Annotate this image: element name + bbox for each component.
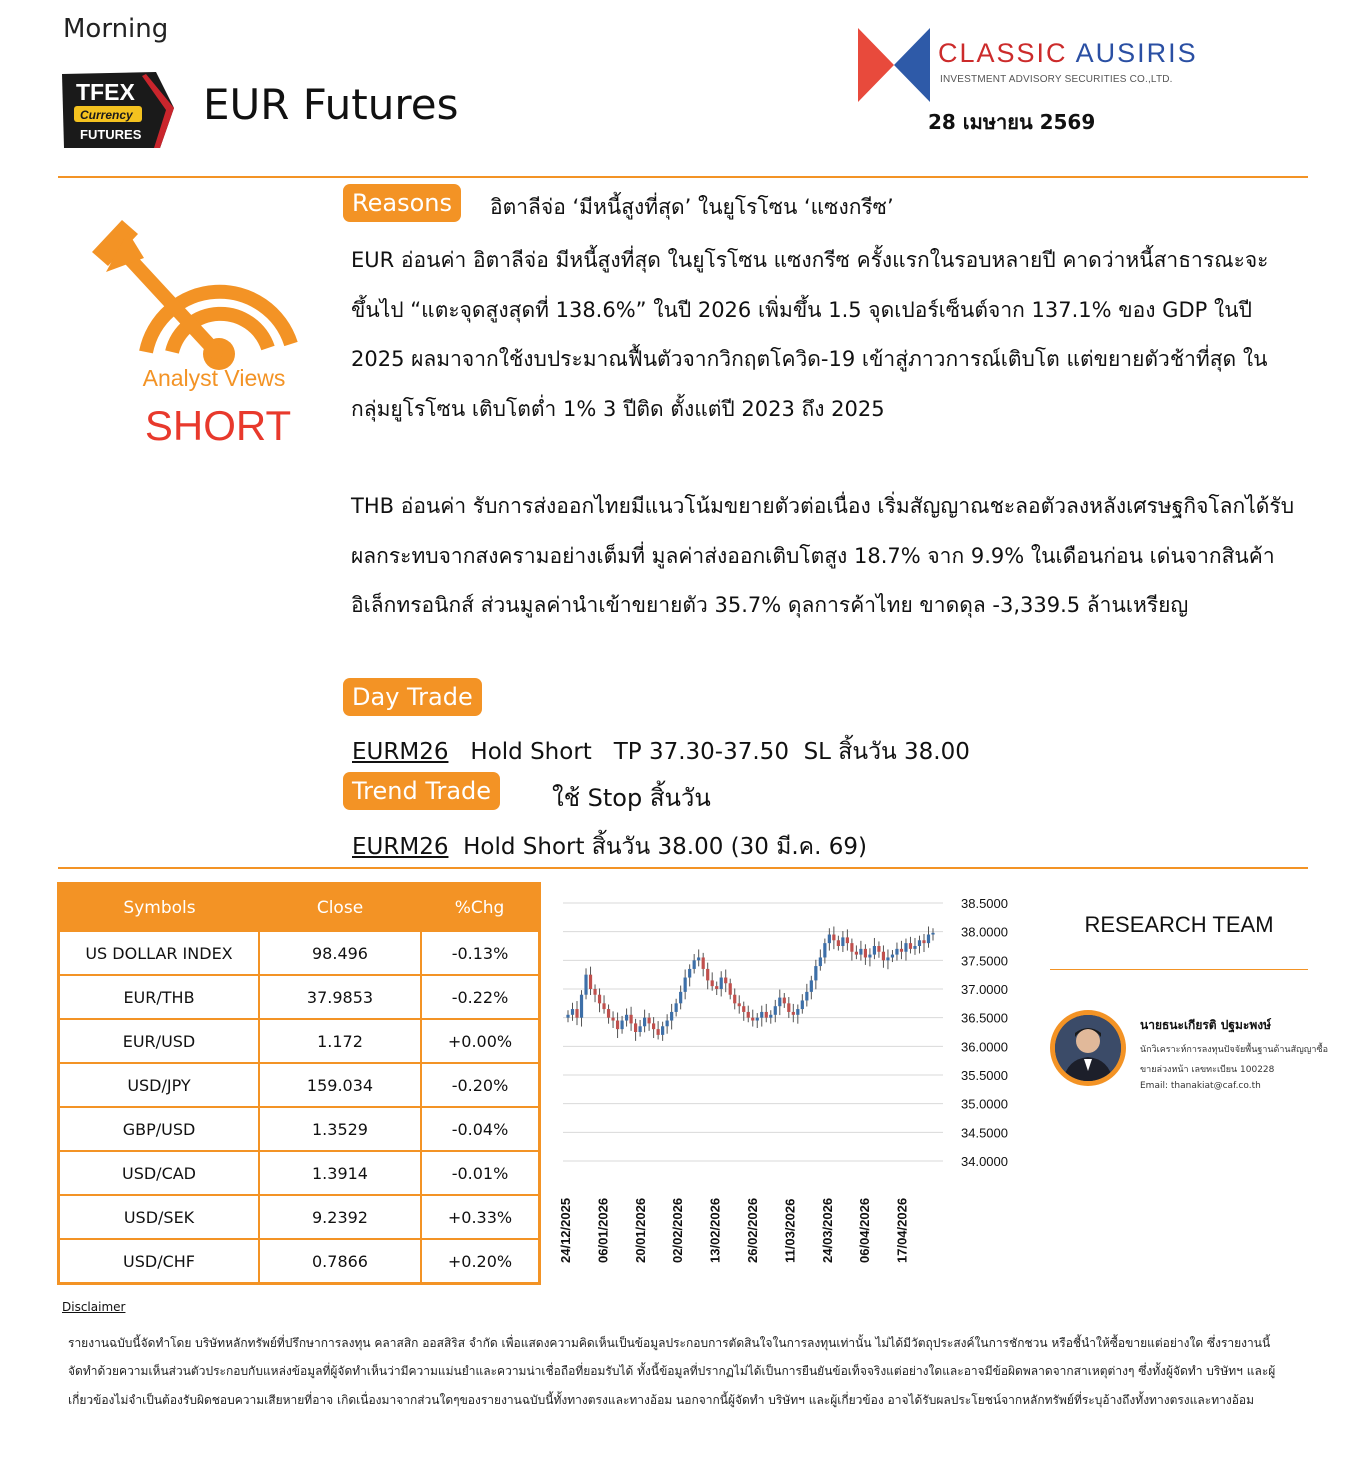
candle-body (859, 949, 862, 955)
day-trade-sl: SL สิ้นวัน 38.00 (803, 739, 970, 765)
day-trade-symbol: EURM26 (352, 739, 449, 765)
candle-body (566, 1015, 569, 1018)
reasons-badge: Reasons (343, 184, 461, 222)
tfex-currency-text: Currency (80, 108, 133, 122)
candle-body (891, 955, 894, 958)
candle-body (855, 952, 858, 955)
candle-body (711, 980, 714, 986)
chg-cell: -0.22% (421, 975, 540, 1019)
analyst-view-short: SHORT (144, 402, 292, 449)
header-close: Close (259, 884, 421, 932)
chg-cell: -0.01% (421, 1151, 540, 1195)
candle-body (652, 1023, 655, 1029)
candle-body (607, 1009, 610, 1018)
candle-body (756, 1018, 759, 1021)
candle-body (679, 992, 682, 1003)
table-header-row (59, 884, 540, 932)
market-table (57, 882, 541, 1285)
candle-body (801, 1000, 804, 1009)
candle-body (778, 998, 781, 1007)
candle-body (832, 935, 835, 941)
eurthb-candlestick-chart (553, 888, 1031, 1280)
candle-body (584, 975, 587, 995)
research-team-title: RESEARCH TEAM (1084, 912, 1274, 937)
candle-body (580, 995, 583, 1018)
candle-body (810, 980, 813, 991)
candle-body (765, 1012, 768, 1018)
candle-body (922, 940, 925, 943)
candle-body (684, 978, 687, 992)
analyst-title: นักวิเคราะห์การลงทุนปัจจัยพื้นฐานด้านสัญญาซื้อ (1140, 1045, 1328, 1055)
candle-body (742, 1006, 745, 1012)
y-tick-label: 34.0000 (961, 1154, 1008, 1169)
y-tick-label: 34.5000 (961, 1125, 1008, 1141)
x-tick-label: 06/01/2026 (595, 1197, 611, 1263)
table-row (59, 1019, 540, 1063)
table-row (59, 975, 540, 1019)
candle-body (900, 949, 903, 952)
candle-body (620, 1021, 623, 1030)
candle-body (931, 933, 934, 935)
candle-body (593, 989, 596, 995)
x-tick-label: 26/02/2026 (745, 1197, 760, 1263)
candle-body (886, 957, 889, 960)
symbol-cell: EUR/THB (59, 975, 260, 1019)
candle-body (927, 935, 930, 944)
chg-cell: +0.33% (421, 1195, 540, 1239)
close-cell: 98.496 (259, 931, 421, 975)
candle-body (611, 1018, 614, 1021)
candle-body (629, 1015, 632, 1024)
candle-body (864, 949, 867, 958)
close-cell: 159.034 (259, 1063, 421, 1107)
x-tick-label: 13/02/2026 (707, 1197, 723, 1263)
symbol-cell: EUR/USD (59, 1019, 260, 1063)
candle-body (616, 1021, 619, 1030)
candle-body (868, 955, 871, 958)
edition-label: Morning (63, 14, 169, 44)
symbol-cell: USD/CHF (59, 1239, 260, 1284)
analyst-views-label: Analyst Views (142, 365, 286, 391)
y-tick-label: 37.0000 (961, 982, 1008, 997)
symbol-cell: USD/CAD (59, 1151, 260, 1195)
chg-cell: -0.20% (421, 1063, 540, 1107)
candle-body (774, 1006, 777, 1015)
candle-body (738, 1003, 741, 1006)
x-tick-label: 24/12/2025 (558, 1197, 573, 1263)
trend-trade-badge: Trend Trade (343, 772, 500, 810)
brand-subtitle: INVESTMENT ADVISORY SECURITIES CO.,LTD. (940, 74, 1173, 85)
candle-body (602, 1003, 605, 1009)
candle-body (760, 1012, 763, 1018)
target-arrow-icon (86, 212, 302, 372)
candle-body (850, 943, 853, 952)
symbol-cell: USD/JPY (59, 1063, 260, 1107)
y-tick-label: 37.5000 (961, 953, 1008, 969)
report-date: 28 เมษายน 2569 (928, 110, 1096, 134)
close-cell: 1.172 (259, 1019, 421, 1063)
table-row (59, 931, 540, 975)
candle-body (634, 1023, 637, 1032)
table-row (59, 1063, 540, 1107)
symbol-cell: GBP/USD (59, 1107, 260, 1151)
candle-body (814, 966, 817, 980)
table-row (59, 1195, 540, 1239)
tfex-futures-text: FUTURES (80, 127, 142, 142)
candle-body (747, 1012, 750, 1018)
research-team-divider (1050, 969, 1308, 970)
candle-body (598, 995, 601, 1004)
header-divider (58, 176, 1308, 178)
candle-body (575, 1009, 578, 1018)
candle-body (693, 960, 696, 969)
candle-body (666, 1021, 669, 1027)
candle-body (796, 1009, 799, 1015)
close-cell: 1.3914 (259, 1151, 421, 1195)
candle-body (697, 957, 700, 960)
symbol-cell: US DOLLAR INDEX (59, 931, 260, 975)
candle-body (783, 998, 786, 1004)
candle-body (751, 1018, 754, 1021)
day-trade-tp: TP 37.30-37.50 (613, 739, 789, 765)
candle-body (724, 978, 727, 984)
disclaimer-title: Disclaimer (62, 1300, 126, 1314)
chg-cell: -0.04% (421, 1107, 540, 1151)
close-cell: 9.2392 (259, 1195, 421, 1239)
reasons-headline: อิตาลีจ่อ ‘มีหนี้สูงที่สุด’ ในยูโรโซน ‘แซงกรีซ’ (490, 195, 894, 219)
candle-body (819, 957, 822, 966)
candle-body (846, 937, 849, 943)
x-tick-label: 11/03/2026 (782, 1198, 798, 1263)
candle-body (841, 937, 844, 946)
section-divider (58, 867, 1308, 869)
candle-body (918, 940, 921, 946)
candle-body (877, 946, 880, 952)
chg-cell: -0.13% (421, 931, 540, 975)
trend-trade-line (352, 829, 867, 865)
x-tick-label: 24/03/2026 (819, 1197, 835, 1263)
analyst-avatar (1055, 1015, 1121, 1081)
day-trade-badge: Day Trade (343, 678, 482, 716)
candle-body (702, 957, 705, 968)
candle-body (657, 1029, 660, 1035)
candle-body (715, 986, 718, 989)
candle-body (828, 935, 831, 944)
candle-body (625, 1015, 628, 1021)
classic-ausiris-logo-icon (858, 28, 930, 102)
candle-body (895, 949, 898, 955)
candle-body (729, 983, 732, 994)
y-tick-label: 36.0000 (961, 1039, 1008, 1055)
candle-body (571, 1009, 574, 1015)
candle-body (706, 969, 709, 980)
candle-body (638, 1026, 641, 1032)
table-row (59, 1239, 540, 1284)
candle-body (787, 1003, 790, 1012)
candle-body (837, 940, 840, 946)
tfex-currency-futures-logo (56, 68, 178, 152)
candle-body (805, 992, 808, 1001)
trend-trade-note: ใช้ Stop สิ้นวัน (552, 784, 711, 812)
candle-body (823, 943, 826, 957)
close-cell: 1.3529 (259, 1107, 421, 1151)
disclaimer-text: รายงานฉบับนี้จัดทำโดย บริษัทหลักทรัพย์ที่ปรึกษาการลงทุน คลาสสิก ออสสิริส จำกัด เพื่อแสดงความคิดเห็นเป็นข้อมูลประกอบการตัดสินใจในการลงทุนเท่านั้น ไม่ได้มีวัตถุประสงค์ในการชักชวน หรือชี้นำให้ซื้อขายแต่อย่างใด ซึ่งรายงานนี้ จัดทำด้วยความเห็นส่วนตัวประกอบกับแหล่งข้อมูลที่ผู้จัดทำเห็นว่ามีความแม่นยำและความน่าเชื่อถือที่ยอมรับได้ ทั้งนี้ข้อมูลที่ปรากฏไม่ได้เป็นการยืนยันข้อเท็จจริงแต่อย่างใดและอาจมีข้อผิดพลาดจากสาเหตุต่างๆ ซึ่งทั้งผู้จัดทำ บริษัทฯ และผู้เกี่ยวข้องไม่จำเป็นต้องรับผิดชอบความเสียหายที่อาจ เกิดเนื่องมาจากส่วนใดๆของรายงานฉบับนี้ทั้งทางตรงและทางอ้อม นอกจากนี้ผู้จัดทำ บริษัทฯ และผู้เกี่ยวข้อง อาจได้รับผลประโยชน์จากหลักทรัพย์ที่ระบุอ้างถึงทั้งทางตรงและทางอ้อม (68, 1336, 1276, 1407)
candle-body (873, 946, 876, 955)
chg-cell: +0.00% (421, 1019, 540, 1063)
candle-body (720, 978, 723, 989)
candle-body (909, 943, 912, 949)
x-tick-label: 06/04/2026 (857, 1197, 873, 1263)
reasons-paragraph-eur: EUR อ่อนค่า อิตาลีจ่อ มีหนี้สูงที่สุด ในยูโรโซน แซงกรีซ ครั้งแรกในรอบหลายปี คาดว่าหนี้สาธารณะจะขึ้นไป “แตะจุดสูงสุดที่ 138.6%” ในปี 2026 เพิ่มขึ้น 1.5 จุดเปอร์เซ็นต์จาก 137.1% ของ GDP ในปี 2025 ผลมาจากใช้งบประมาณฟื้นตัวจากวิกฤตโควิด-19 เข้าสู่ภาวการณ์เติบโต แต่ขยายตัวช้าที่สุด ในกลุ่มยูโรโซน เติบโตต่ำ 1% 3 ปีติด ตั้งแต่ปี 2023 ถึง 2025 (351, 248, 1269, 421)
candle-body (688, 969, 691, 978)
day-trade-line (352, 734, 970, 770)
day-trade-position: Hold Short (470, 739, 592, 765)
reasons-paragraph-thb: THB อ่อนค่า รับการส่งออกไทยมีแนวโน้มขยายตัวต่อเนื่อง เริ่มสัญญาณชะลอตัวลงหลังเศรษฐกิจโลกได้รับผลกระทบจากสงครามอย่างเต็มที่ มูลค่าส่งออกเติบโตสูง 18.7% จาก 9.9% ในเดือนก่อน เด่นจากสินค้าอิเล็กทรอนิกส์ ส่วนมูลค่านำเข้าขยายตัว 35.7% ดุลการค้าไทย ขาดดุล -3,339.5 ล้านเหรียญ (351, 494, 1295, 618)
header-symbols: Symbols (59, 884, 260, 932)
x-tick-label: 02/02/2026 (670, 1197, 686, 1263)
y-tick-label: 38.5000 (961, 896, 1008, 911)
y-tick-label: 36.5000 (961, 1010, 1008, 1026)
candle-body (648, 1018, 651, 1024)
candle-body (643, 1018, 646, 1027)
page-title: EUR Futures (203, 80, 459, 129)
table-row (59, 1151, 540, 1195)
table-row (59, 1107, 540, 1151)
candle-body (675, 1003, 678, 1012)
analyst-license: ขายล่วงหน้า เลขทะเบียน 100228 (1140, 1065, 1275, 1075)
chg-cell: +0.20% (421, 1239, 540, 1284)
header-chg: %Chg (421, 884, 540, 932)
symbol-cell: USD/SEK (59, 1195, 260, 1239)
candle-body (904, 943, 907, 952)
candle-body (661, 1026, 664, 1035)
candle-body (733, 995, 736, 1004)
y-tick-label: 35.0000 (961, 1096, 1008, 1112)
x-tick-label: 20/01/2026 (632, 1197, 648, 1263)
candle-body (792, 1012, 795, 1015)
close-cell: 37.9853 (259, 975, 421, 1019)
brand-name: CLASSIC AUSIRIS (938, 38, 1198, 68)
candle-body (769, 1015, 772, 1018)
tfex-text: TFEX (76, 79, 135, 105)
candle-body (589, 975, 592, 989)
y-tick-label: 35.5000 (961, 1068, 1008, 1083)
x-tick-label: 17/04/2026 (894, 1197, 910, 1263)
close-cell: 0.7866 (259, 1239, 421, 1284)
candle-body (913, 946, 916, 949)
analyst-email: Email: thanakiat@caf.co.th (1140, 1081, 1261, 1091)
candle-body (670, 1012, 673, 1021)
analyst-name: นายธนะเกียรติ ปฐมะพงษ์ (1140, 1018, 1272, 1032)
y-tick-label: 38.0000 (961, 924, 1008, 940)
trend-trade-symbol: EURM26 (352, 834, 449, 860)
analyst-photo-icon (1055, 1015, 1121, 1081)
trend-trade-detail: Hold Short สิ้นวัน 38.00 (30 มี.ค. 69) (463, 834, 867, 860)
candle-body (882, 952, 885, 961)
